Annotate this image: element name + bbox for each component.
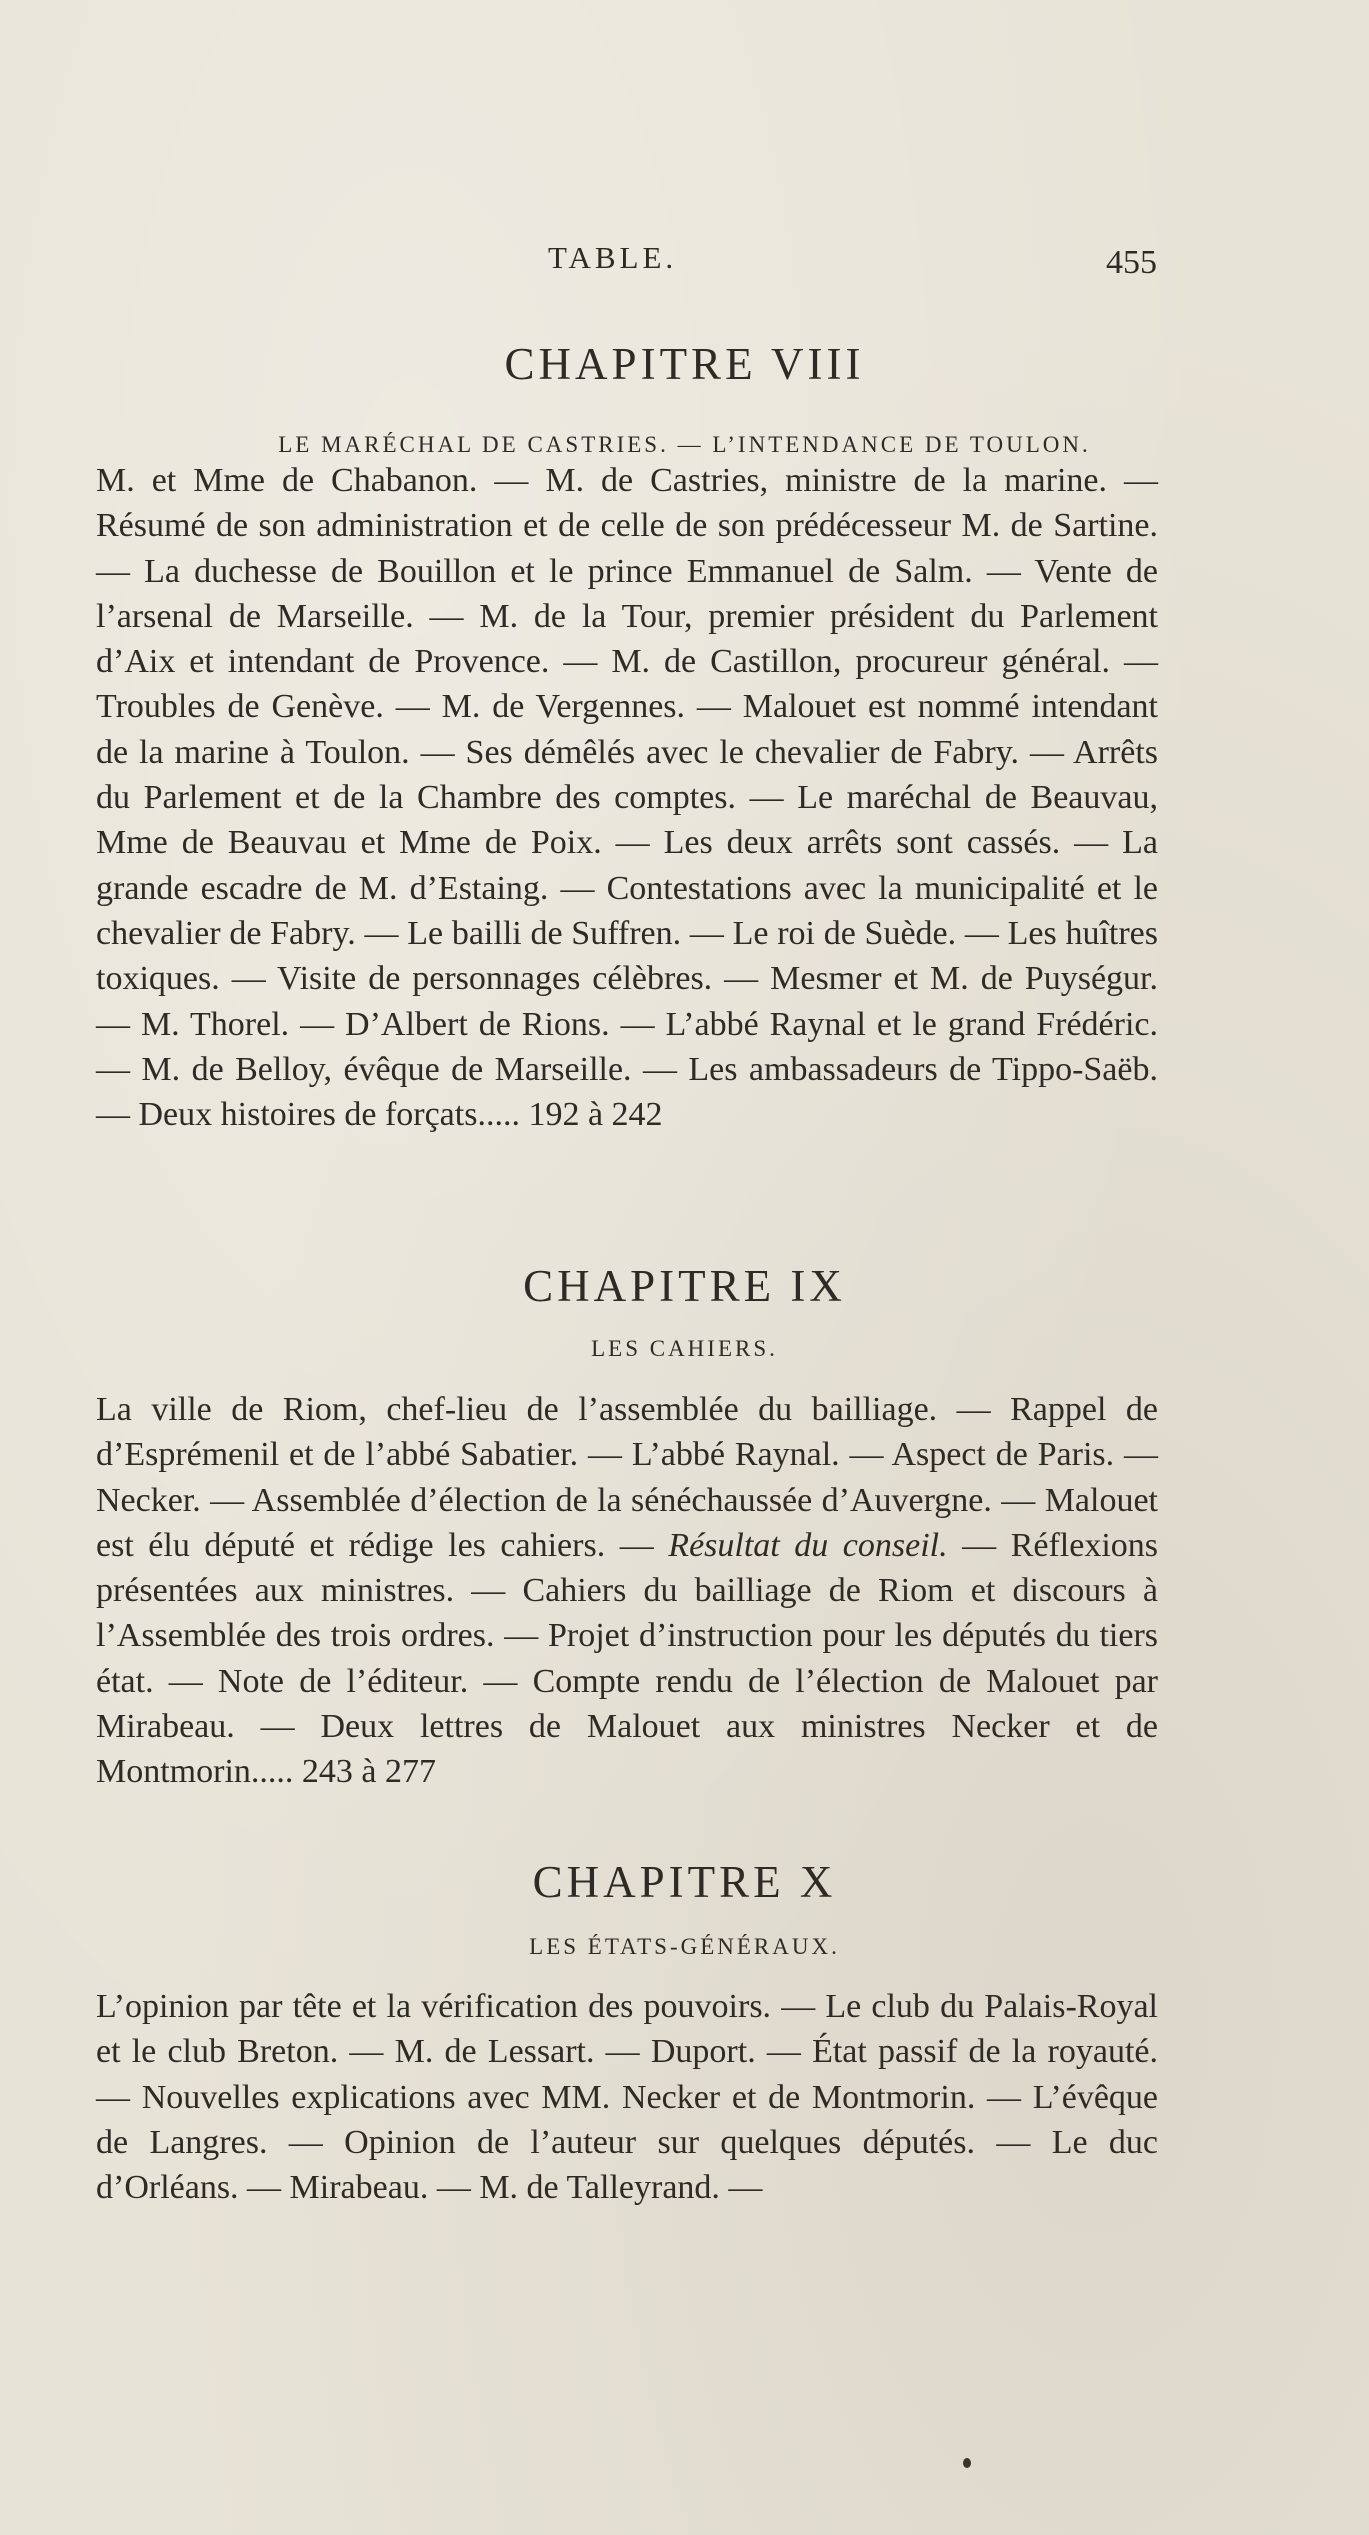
page-range: 243 à 277 (301, 1753, 436, 1791)
running-title: TABLE. (548, 240, 678, 275)
summary-italic: Résultat du conseil. (668, 1526, 948, 1564)
chapter-title: CHAPITRE X (532, 1857, 837, 1907)
chapter-subtitle: LE MARÉCHAL DE CASTRIES. — L’INTENDANCE DE TOULON. (278, 432, 1091, 457)
page-number: 455 (1106, 244, 1157, 281)
chapter-summary (96, 458, 1158, 1137)
summary-text: M. et Mme de Chabanon. — M. de Castries, ministre de la marine. — Résumé de son administration et de celle de son prédécesseur M. de Sartine. — La duchesse de Bouillon et le prince Emmanuel de Salm. — Vente de l’arsenal de Marseille. — M. de la Tour, premier président du Parlement d’Aix et intendant de Provence. — M. de Castillon, procureur général. — Troubles de Genève. — M. de Vergennes. — Malouet est nommé intendant de la marine à Toulon. — Ses démêlés avec le chevalier de Fabry. — Arrêts du Parlement et de la Chambre des comptes. — Le maréchal de Beauvau, Mme de Beauvau et Mme de Poix. — Les deux arrêts sont cassés. — La grande escadre de M. d’Estaing. — Contestations avec la municipalité et le chevalier de Fabry. — Le bailli de Suffren. — Le roi de Suède. — Les huîtres toxiques. — Visite de personnages célèbres. — Mesmer et M. de Puységur. — M. Thorel. — D’Albert de Rions. — L’abbé Raynal et le grand Frédéric. — M. de Belloy, évêque de Marseille. — Les ambassadeurs de Tippo-Saëb. — Deux histoires de forçats..... (96, 462, 1158, 1134)
chapter-x (0, 1858, 1369, 1962)
chapter-summary (96, 1984, 1158, 2210)
summary-text: La ville de Riom, chef-lieu de l’assemblée du bailliage. — Rappel de d’Esprémenil et de l’abbé Sabatier. — L’abbé Raynal. — Aspect de Paris. — Necker. — Assemblée d’élection de la sénéchaussée d’Auvergne. — Malouet est élu député et rédige les cahiers. — (96, 1391, 1158, 1564)
summary-text: L’opinion par tête et la vérification des pouvoirs. — Le club du Palais-Royal et le club Breton. — M. de Lessart. — Duport. — État passif de la royauté. — Nouvelles explications avec MM. Necker et de Montmorin. — L’évêque de Langres. — Opinion de l’auteur sur quelques députés. — Le duc d’Orléans. — Mirabeau. — M. de Talleyrand. — (96, 1988, 1158, 2207)
chapter-title: CHAPITRE IX (523, 1261, 846, 1311)
chapter-subtitle: LES CAHIERS. (591, 1336, 778, 1361)
running-head (0, 240, 1369, 280)
page-range: 192 à 242 (528, 1096, 663, 1134)
chapter-viii (0, 340, 1369, 460)
chapter-summary (96, 1387, 1158, 1795)
chapter-title: CHAPITRE VIII (504, 339, 865, 389)
ink-speck (963, 2458, 971, 2468)
chapter-ix (0, 1262, 1369, 1364)
chapter-subtitle: LES ÉTATS-GÉNÉRAUX. (529, 1934, 840, 1959)
summary-text-continued: — Réflexions présentées aux ministres. — Cahiers du bailliage de Riom et discours à l’Assemblée des trois ordres. — Projet d’instruction pour les députés du tiers état. — Note de l’éditeur. — Compte rendu de l’élection de Malouet par Mirabeau. — Deux lettres de Malouet aux ministres Necker et de Montmorin..... (96, 1526, 1159, 1791)
